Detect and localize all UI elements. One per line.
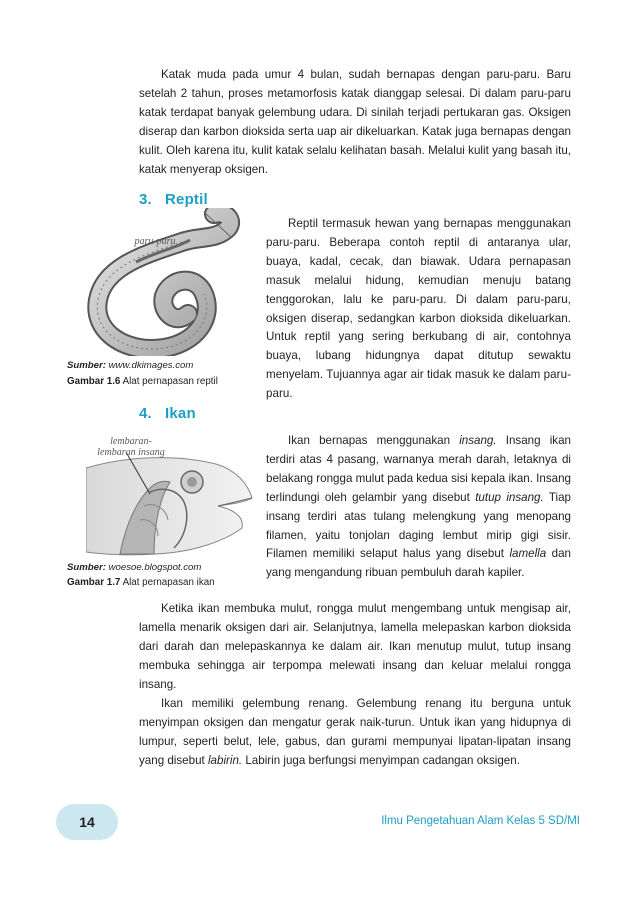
- paragraph-reptil: Reptil termasuk hewan yang bernapas menggunakan paru-paru. Beberapa contoh reptil di antaranya ular, buaya, kadal, cecak, dan biawak. Udara pernapasan masuk melalui hidung, kemudian menuju batang tenggorokan, lalu ke paru-paru. Di dalam paru-paru, oksigen diserap, sedangkan karbon dioksida dikeluarkan. Untuk reptil yang sering berkubang di air, contohnya buaya, lubang hidungnya dapat ditutup sewaktu menyelam. Tujuannya agar air tidak masuk ke dalam paru-paru.: [266, 217, 571, 401]
- paragraph-ikan-3: [139, 695, 571, 771]
- source-value: woesoe.blogspot.com: [108, 562, 202, 573]
- figure-ikan-source: [67, 562, 201, 573]
- heading-ikan-title: Ikan: [165, 405, 196, 422]
- caption-label: Gambar 1.7: [67, 577, 121, 588]
- heading-reptil-title: Reptil: [165, 191, 208, 208]
- page-number: 14: [79, 814, 95, 830]
- paragraph-ikan-1: [266, 432, 571, 583]
- figure-reptil-caption: [67, 376, 218, 387]
- term-insang: insang.: [459, 434, 497, 447]
- figure-snake: [86, 208, 256, 356]
- heading-reptil-number: 3.: [139, 191, 152, 208]
- figure-ikan-caption: [67, 577, 215, 588]
- fish-label-line1: lembaran-: [110, 436, 152, 447]
- ikan-3-text-a: Ikan memiliki gelembung renang. Gelembung renang itu berguna untuk menyimpan oksigen dan mengatur gerak naik-turun. Untuk ikan yang hidupnya di lumpur, seperti belut, lele, gabus, dan gurami mempunyai lipatan-lipatan insang yang disebut: [139, 697, 571, 767]
- heading-ikan: [139, 405, 196, 422]
- term-tutup-insang: tutup insang.: [475, 490, 544, 504]
- figure-fish-label: [86, 436, 176, 458]
- term-lamella: lamella: [509, 547, 547, 561]
- ikan-1-text-c: Tiap insang terdiri atas tulang melengkung yang menopang filamen, yaitu tonjolan daging lembut mirip gigi sisir. Filamen memiliki selaput halus yang disebut: [266, 490, 571, 561]
- paragraph-ikan-2: Ketika ikan membuka mulut, rongga mulut mengembang untuk mengisap air, lamella menarik oksigen dari air. Selanjutnya, lamella melepaskan karbon dioksida dari darah dan melepaskannya ke dalam air. Ikan menutup mulut, tutup insang membuka sehingga air terpompa melewati insang dan keluar melalui rongga insang.: [139, 602, 571, 691]
- heading-reptil: [139, 191, 208, 208]
- caption-text: Alat pernapasan reptil: [122, 376, 218, 387]
- ikan-1-text-b: Insang ikan terdiri atas 4 pasang, warnanya merah darah, letaknya di belakang rongga mulut pada kedua sisi kepala ikan. Insang terlindungi oleh gelambir yang disebut: [266, 434, 571, 504]
- snake-lungs-illustration: [86, 208, 256, 356]
- figure-snake-label: paru-paru: [134, 236, 176, 247]
- source-value: www.dkimages.com: [108, 360, 194, 371]
- caption-text: Alat pernapasan ikan: [122, 577, 215, 588]
- figure-fish: [86, 428, 256, 556]
- ikan-1-text-d: dan yang mengandung ribuan pembuluh darah kapiler.: [266, 547, 571, 580]
- heading-ikan-number: 4.: [139, 405, 152, 422]
- ikan-1-text-a: Ikan bernapas menggunakan: [288, 434, 460, 447]
- footer-book-title: Ilmu Pengetahuan Alam Kelas 5 SD/MI: [381, 815, 580, 827]
- fish-label-line2: lembaran insang: [97, 447, 165, 458]
- ikan-3-text-b: Labirin juga berfungsi menyimpan cadangan oksigen.: [242, 753, 520, 767]
- source-label: Sumber:: [67, 360, 106, 371]
- caption-label: Gambar 1.6: [67, 376, 121, 387]
- term-labirin: labirin.: [207, 753, 243, 767]
- source-label: Sumber:: [67, 562, 106, 573]
- figure-reptil-source: [67, 360, 193, 371]
- paragraph-katak: Katak muda pada umur 4 bulan, sudah bernapas dengan paru-paru. Baru setelah 2 tahun, proses metamorfosis katak dianggap selesai. Di dalam paru-paru katak terdapat banyak gelembung udara. Di sinilah terjadi pertukaran gas. Oksigen diserap dan karbon dioksida serta uap air dikeluarkan. Katak juga bernapas dengan kulit. Oleh karena itu, kulit katak selalu kelihatan basah. Melalui kulit yang basah itu, katak menyerap oksigen.: [139, 68, 571, 176]
